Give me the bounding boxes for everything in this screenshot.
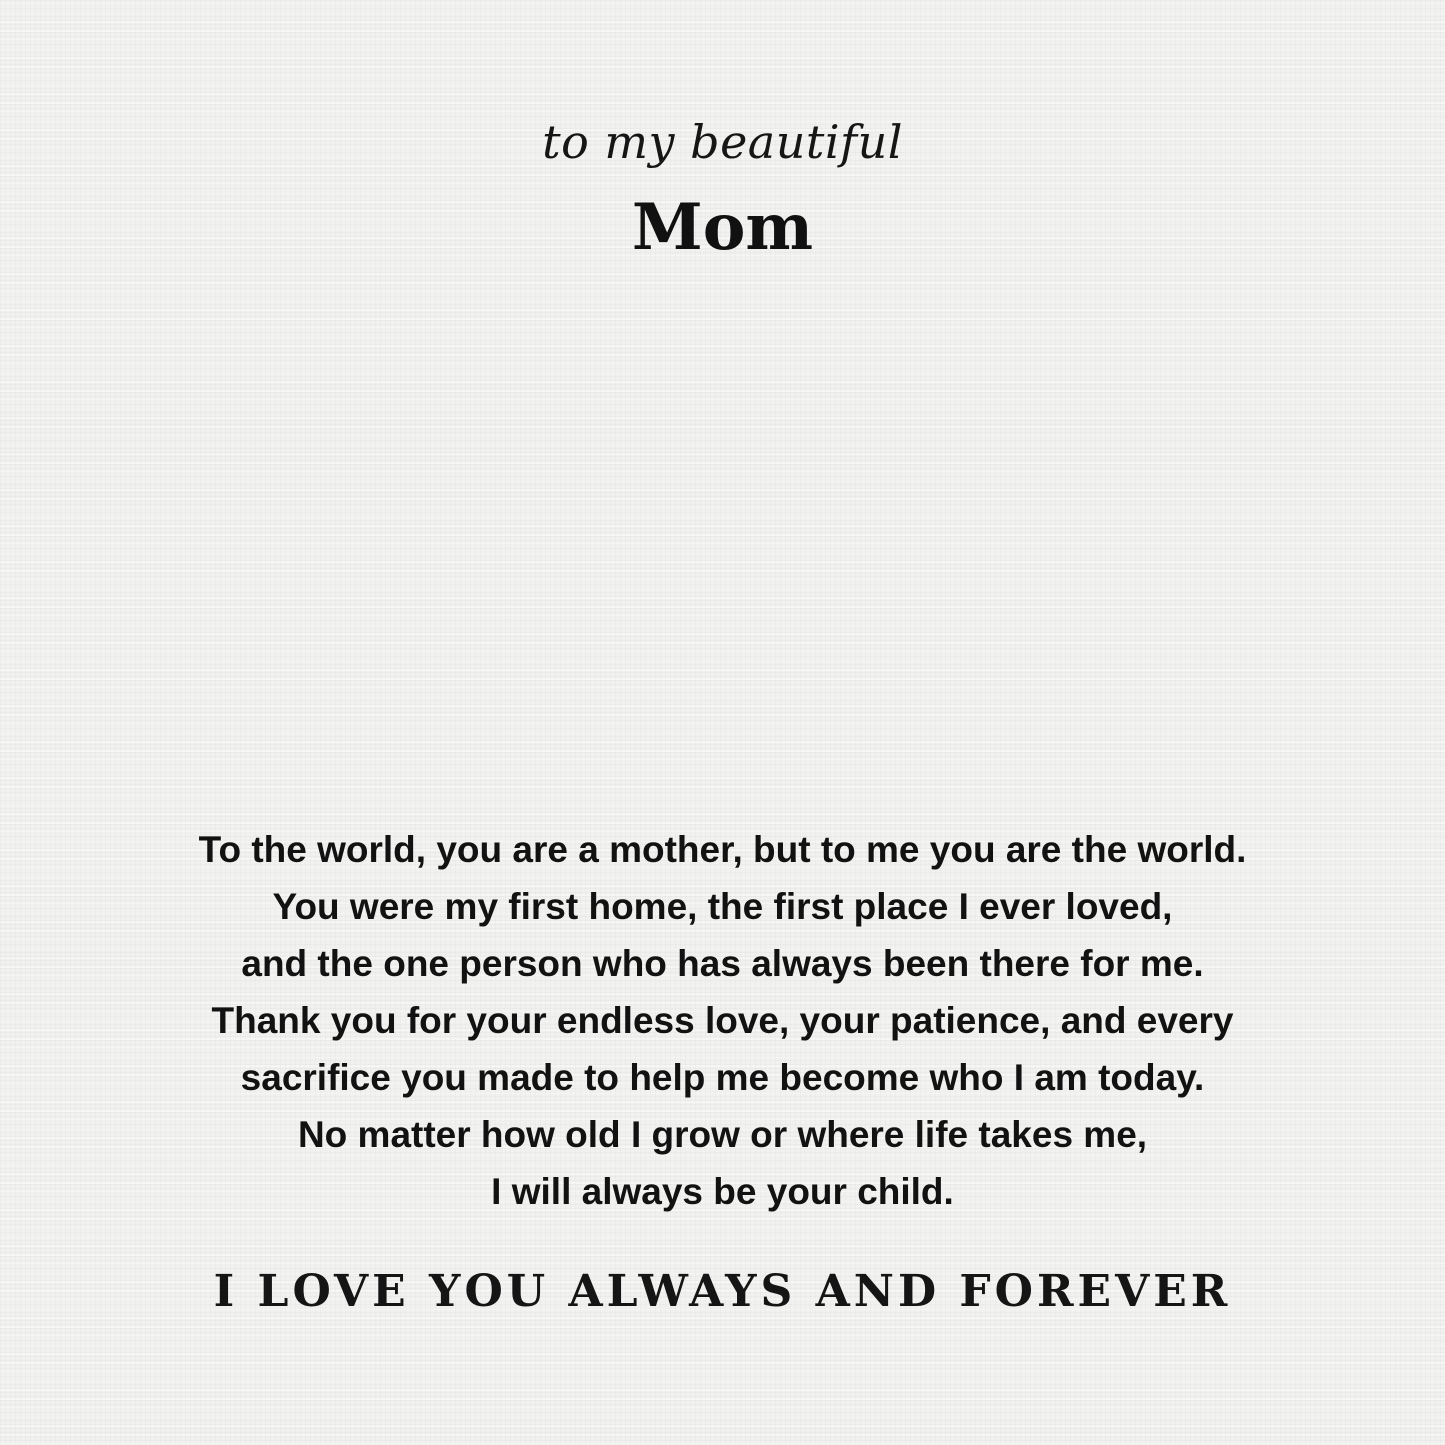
message-line: I will always be your child.: [491, 1171, 954, 1212]
message-line: You were my first home, the first place I ever loved,: [272, 886, 1173, 927]
message-line: Thank you for your endless love, your patience, and every: [211, 1000, 1234, 1041]
card-message: [60, 821, 1385, 1220]
message-line: sacrifice you made to help me become who I am today.: [240, 1057, 1205, 1098]
message-line: To the world, you are a mother, but to me you are the world.: [198, 829, 1247, 870]
message-line: No matter how old I grow or where life takes me,: [297, 1114, 1148, 1155]
card-title: Mom: [631, 190, 814, 265]
card-closing: I LOVE YOU ALWAYS AND FOREVER: [213, 1266, 1232, 1317]
card-subtitle: to my beautiful: [542, 115, 903, 169]
message-line: and the one person who has always been there for me.: [241, 943, 1204, 984]
